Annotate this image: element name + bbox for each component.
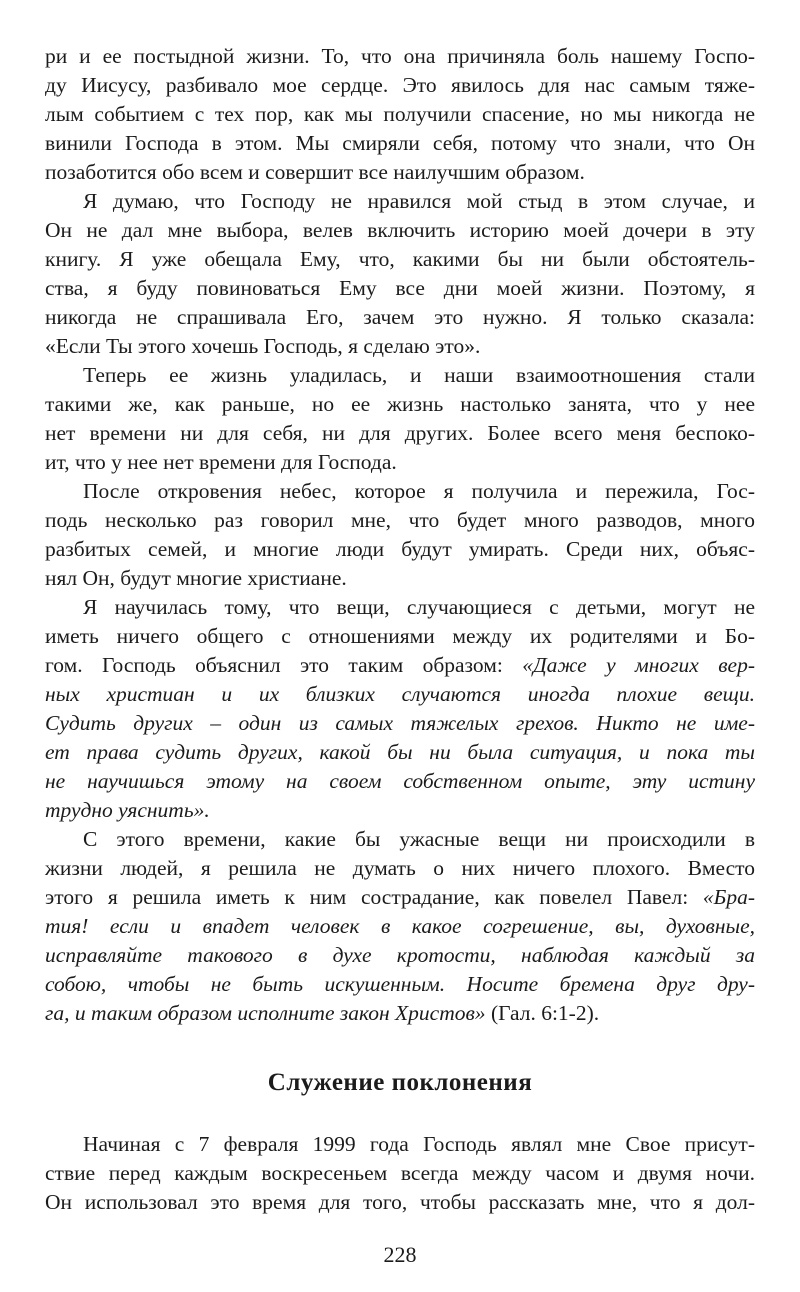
text-line: книгу. Я уже обещала Ему, что, какими бы ни были обстоятель- (45, 247, 755, 271)
text-line: иметь ничего общего с отношениями между их родителями и Бо- (45, 624, 755, 648)
text-body (45, 42, 755, 1217)
text-line: После откровения небес, которое я получила и пережила, Гос- (83, 479, 755, 503)
text-line: Он не дал мне выбора, велев включить историю моей дочери в эту (45, 218, 755, 242)
text-line: жизни людей, я решила не думать о них ничего плохого. Вместо (45, 856, 755, 880)
text-line: ства, я буду повиноваться Ему все дни моей жизни. Поэтому, я (45, 276, 755, 300)
paragraph (45, 825, 755, 1028)
text-line: тия! если и впадет человек в какое согрешение, вы, духовные, (45, 914, 755, 938)
paragraph (45, 187, 755, 361)
text-line: нет времени ни для себя, ни для других. Более всего меня беспоко- (45, 421, 755, 445)
text-line: подь несколько раз говорил мне, что будет много разводов, много (45, 508, 755, 532)
text-line: Он использовал это время для того, чтобы рассказать мне, что я дол- (45, 1190, 755, 1214)
text-line: гом. Господь объяснил это таким образом: «Даже у многих вер- (45, 653, 755, 677)
text-line: никогда не спрашивала Его, зачем это нужно. Я только сказала: (45, 305, 755, 329)
text-line: ит, что у нее нет времени для Господа. (45, 450, 397, 474)
text-line: винили Господа в этом. Мы смиряли себя, потому что знали, что Он (45, 131, 755, 155)
text-line: нял Он, будут многие христиане. (45, 566, 347, 590)
text-line: исправляйте такового в духе кротости, наблюдая каждый за (45, 943, 755, 967)
text-line: ри и ее постыдной жизни. То, что она причиняла боль нашему Госпо- (45, 44, 755, 68)
paragraph (45, 1130, 755, 1217)
text-line: ду Иисусу, разбивало мое сердце. Это явилось для нас самым тяже- (45, 73, 755, 97)
page-footer (0, 1242, 800, 1268)
text-line: «Если Ты этого хочешь Господь, я сделаю это». (45, 334, 481, 358)
text-line: этого я решила иметь к ним сострадание, как повелел Павел: «Бра- (45, 885, 755, 909)
text-line: ет права судить других, какой бы ни была ситуация, и пока ты (45, 740, 755, 764)
text-line: Я научилась тому, что вещи, случающиеся с детьми, могут не (83, 595, 755, 619)
text-line: собою, чтобы не быть искушенным. Носите бремена друг дру- (45, 972, 755, 996)
paragraph (45, 361, 755, 477)
text-line: Я думаю, что Господу не нравился мой стыд в этом случае, и (83, 189, 755, 213)
section-heading: Служение поклонения (267, 1069, 533, 1096)
text-line: лым событием с тех пор, как мы получили спасение, но мы никогда не (45, 102, 755, 126)
paragraph (45, 593, 755, 825)
text-line: позаботится обо всем и совершит все наилучшим образом. (45, 160, 585, 184)
paragraph (45, 477, 755, 593)
text-line: такими же, как раньше, но ее жизнь настолько занята, что у нее (45, 392, 755, 416)
page-number: 228 (383, 1242, 417, 1267)
text-line: не научишься этому на своем собственном опыте, эту истину (45, 769, 755, 793)
text-line: Судить других – один из самых тяжелых грехов. Никто не име- (45, 711, 755, 735)
text-line: ствие перед каждым воскресеньем всегда между часом и двумя ночи. (45, 1161, 755, 1185)
text-line: Теперь ее жизнь уладилась, и наши взаимоотношения стали (83, 363, 755, 387)
text-line: трудно уяснить». (45, 798, 210, 822)
text-line: разбитых семей, и многие люди будут умирать. Среди них, объяс- (45, 537, 755, 561)
paragraph (45, 42, 755, 187)
text-line: С этого времени, какие бы ужасные вещи ни происходили в (83, 827, 755, 851)
text-line: га, и таким образом исполните закон Христов» (Гал. 6:1-2). (45, 1001, 600, 1025)
text-line: ных христиан и их близких случаются иногда плохие вещи. (45, 682, 755, 706)
text-line: Начиная с 7 февраля 1999 года Господь являл мне Свое присут- (83, 1132, 755, 1156)
